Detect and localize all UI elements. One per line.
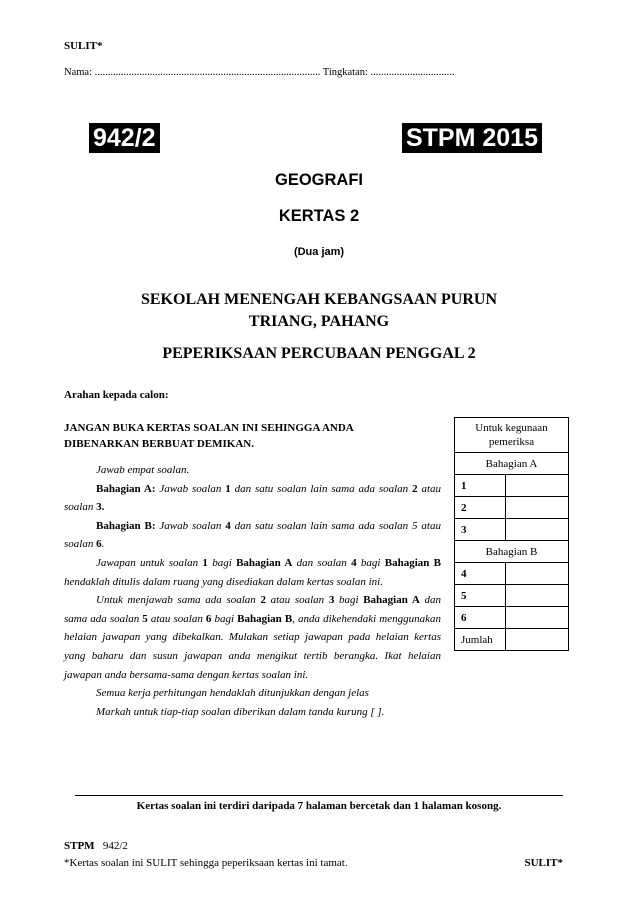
score-cell <box>506 519 569 541</box>
score-row <box>455 475 569 497</box>
school-line-1: SEKOLAH MENENGAH KEBANGSAAN PURUN <box>140 291 498 308</box>
question-number: 1 <box>455 475 506 497</box>
paper-code: 942/2 <box>89 123 160 153</box>
score-row <box>455 563 569 585</box>
duration: (Dua jam) <box>293 246 345 258</box>
footer-divider <box>75 795 563 796</box>
question-number: 4 <box>455 563 506 585</box>
warning-line-2: DIBENARKAN BERBUAT DEMIKAN. <box>64 438 254 450</box>
instructions-label: Arahan kepada calon: <box>64 389 169 401</box>
name-form-line: Nama: ...................................................................................... Tingkatan: ................................ <box>64 67 455 78</box>
footer-note: *Kertas soalan ini SULIT sehingga peperiksaan kertas ini tamat. <box>64 857 348 869</box>
score-cell <box>506 475 569 497</box>
score-row <box>455 607 569 629</box>
instruction-answer-sheets: Untuk menjawab sama ada soalan 2 atau soalan 3 bagi Bahagian A dan sama ada soalan 5 atau soalan 6 bagi Bahagian B, anda dikehendaki menggunakan helaian jawapan yang dibekalkan. Mulakan setiap jawapan pada helaian kertas yang baharu dan susun jawapan anda mengikut tertib berangka. Ikat helaian jawapan anda bersama-sama dengan kertas soalan ini. <box>64 594 442 681</box>
score-cell <box>506 607 569 629</box>
examiner-table-header: Untuk kegunaan pemeriksa <box>455 418 569 453</box>
score-cell <box>506 585 569 607</box>
exam-code: STPM 2015 <box>402 123 542 153</box>
instruction-marks: Markah untuk tiap-tiap soalan diberikan dalam tanda kurung [ ]. <box>96 705 385 718</box>
question-number: 2 <box>455 497 506 519</box>
score-row <box>455 585 569 607</box>
instruction-section-b: Bahagian B: Jawab soalan 4 dan satu soalan lain sama ada soalan 5 atau soalan 6. <box>64 519 441 551</box>
instruction-working: Semua kerja perhitungan hendaklah ditunjukkan dengan jelas <box>96 687 369 700</box>
subject-title: GEOGRAFI <box>274 171 363 189</box>
total-cell <box>506 629 569 651</box>
paper-title: KERTAS 2 <box>278 207 360 225</box>
sulit-header: SULIT* <box>64 40 103 52</box>
instruction-section-a: Bahagian A: Jawab soalan 1 dan satu soalan lain sama ada soalan 2 atau soalan 3. <box>64 482 441 514</box>
examiner-table <box>454 417 569 651</box>
pages-note: Kertas soalan ini terdiri daripada 7 halaman bercetak dan 1 halaman kosong. <box>136 800 502 812</box>
total-label: Jumlah <box>455 629 506 651</box>
instruction-answer-space: Jawapan untuk soalan 1 bagi Bahagian A dan soalan 4 bagi Bahagian B hendaklah ditulis dalam ruang yang disediakan dalam kertas soalan ini. <box>64 556 441 588</box>
school-name <box>0 289 638 333</box>
warning-line-1: JANGAN BUKA KERTAS SOALAN INI SEHINGGA ANDA <box>64 422 354 434</box>
exam-title: PEPERIKSAAN PERCUBAAN PENGGAL 2 <box>162 345 476 362</box>
question-number: 5 <box>455 585 506 607</box>
warning-text <box>64 420 444 452</box>
footer-sulit: SULIT* <box>524 857 563 869</box>
instructions-body <box>64 461 441 721</box>
score-row <box>455 497 569 519</box>
score-cell <box>506 497 569 519</box>
question-number: 6 <box>455 607 506 629</box>
section-b-label: Bahagian B <box>455 541 569 563</box>
instruction-answer-four: Jawab empat soalan. <box>96 464 190 476</box>
total-row <box>455 629 569 651</box>
score-cell <box>506 563 569 585</box>
score-row <box>455 519 569 541</box>
school-line-2: TRIANG, PAHANG <box>248 313 390 330</box>
footer-exam-code: STPM 942/2 <box>64 840 128 852</box>
question-number: 3 <box>455 519 506 541</box>
section-a-label: Bahagian A <box>455 453 569 475</box>
